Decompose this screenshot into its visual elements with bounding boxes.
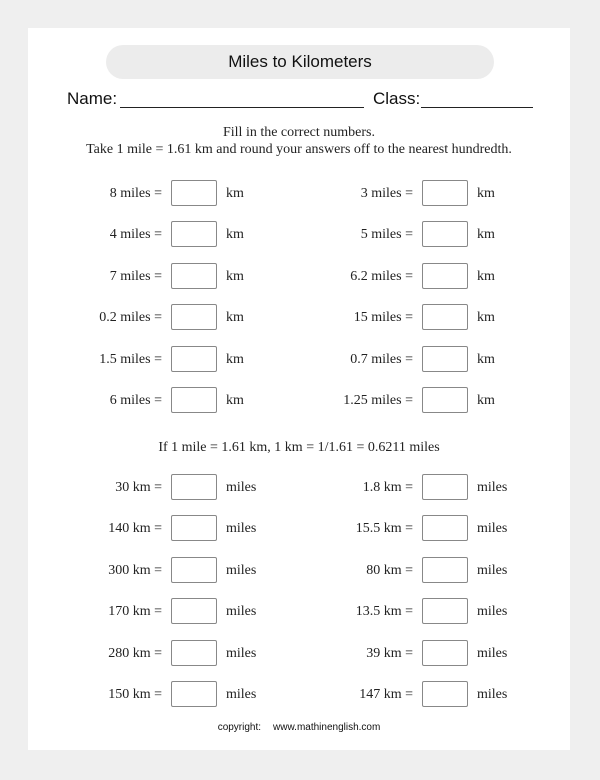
unit-label: km [477, 186, 495, 201]
exercise-prompt: 300 km = [108, 562, 162, 578]
answer-box[interactable] [422, 180, 468, 206]
conversion-note: If 1 mile = 1.61 km, 1 km = 1/1.61 = 0.6211 miles [158, 440, 440, 455]
exercise-prompt: 15 miles = [353, 310, 413, 326]
unit-label: km [226, 186, 244, 201]
unit-label: miles [477, 562, 508, 578]
answer-box[interactable] [422, 346, 468, 372]
worksheet-title: Miles to Kilometers [106, 45, 494, 79]
unit-label: miles [226, 604, 257, 620]
unit-label: miles [226, 521, 257, 537]
exercise-label [28, 304, 413, 332]
exercise-prompt: 6 miles = [109, 393, 162, 408]
exercise-prompt: 3 miles = [360, 186, 413, 201]
answer-box[interactable] [422, 557, 468, 583]
unit-label: km [477, 393, 495, 408]
class-label: Class: [373, 89, 421, 108]
exercise-prompt: 39 km = [366, 645, 413, 661]
exercise-label [28, 387, 413, 415]
exercise-label [28, 474, 413, 502]
unit-label: miles [477, 687, 508, 702]
answer-box[interactable] [422, 304, 468, 330]
exercise-prompt: 80 km = [366, 562, 413, 578]
exercise-prompt: 7 miles = [109, 268, 162, 284]
copyright-label: copyright: [217, 722, 262, 733]
exercise-label [28, 346, 413, 374]
exercise-prompt: 0.7 miles = [350, 351, 413, 367]
answer-box[interactable] [422, 640, 468, 666]
unit-label: miles [226, 562, 257, 578]
unit-label: miles [477, 604, 508, 620]
exercise-prompt: 8 miles = [109, 186, 162, 201]
unit-label: km [226, 351, 244, 367]
exercise-prompt: 140 km = [108, 521, 162, 537]
exercise-prompt: 170 km = [108, 604, 162, 620]
website-link: www.mathinenglish.com [273, 722, 381, 733]
exercise-prompt: 150 km = [108, 687, 162, 702]
exercise-label [28, 180, 413, 208]
answer-box[interactable] [422, 387, 468, 413]
answer-box[interactable] [422, 681, 468, 707]
exercise-prompt: 1.8 km = [362, 480, 413, 495]
exercise-label [28, 515, 413, 543]
unit-label: km [477, 227, 495, 243]
name-blank-line[interactable] [120, 107, 364, 108]
exercise-prompt: 0.2 miles = [99, 310, 162, 326]
worksheet-page [28, 28, 570, 750]
unit-label: miles [226, 480, 257, 495]
exercise-prompt: 147 km = [359, 687, 413, 702]
answer-box[interactable] [422, 515, 468, 541]
answer-box[interactable] [422, 474, 468, 500]
exercise-label [28, 598, 413, 626]
exercise-prompt: 13.5 km = [355, 604, 413, 620]
exercise-prompt: 280 km = [108, 645, 162, 661]
unit-label: km [226, 227, 244, 243]
exercise-prompt: 1.5 miles = [99, 351, 162, 367]
class-blank-line[interactable] [421, 107, 533, 108]
name-class-row [28, 86, 570, 112]
footer [28, 722, 570, 733]
exercise-label [28, 640, 413, 668]
exercise-prompt: 1.25 miles = [343, 393, 413, 408]
unit-label: miles [477, 645, 508, 661]
exercise-prompt: 15.5 km = [355, 521, 413, 537]
unit-label: km [477, 310, 495, 326]
exercise-label [28, 263, 413, 291]
unit-label: km [477, 268, 495, 284]
unit-label: miles [226, 645, 257, 661]
unit-label: miles [477, 521, 508, 537]
exercise-label [28, 221, 413, 249]
exercise-prompt: 6.2 miles = [350, 268, 413, 284]
unit-label: km [477, 351, 495, 367]
exercise-prompt: 30 km = [115, 480, 162, 495]
exercise-label [28, 681, 413, 709]
unit-label: km [226, 268, 244, 284]
exercise-prompt: 5 miles = [360, 227, 413, 243]
answer-box[interactable] [422, 598, 468, 624]
exercise-label [28, 557, 413, 585]
exercise-prompt: 4 miles = [109, 227, 162, 243]
instruction-line-2: Take 1 mile = 1.61 km and round your answers off to the nearest hundredth. [86, 142, 512, 157]
answer-box[interactable] [422, 221, 468, 247]
unit-label: km [226, 310, 244, 326]
unit-label: miles [477, 480, 508, 495]
unit-label: miles [226, 687, 257, 702]
name-label: Name: [67, 89, 118, 108]
unit-label: km [226, 393, 244, 408]
answer-box[interactable] [422, 263, 468, 289]
instruction-line-1: Fill in the correct numbers. [222, 125, 376, 140]
